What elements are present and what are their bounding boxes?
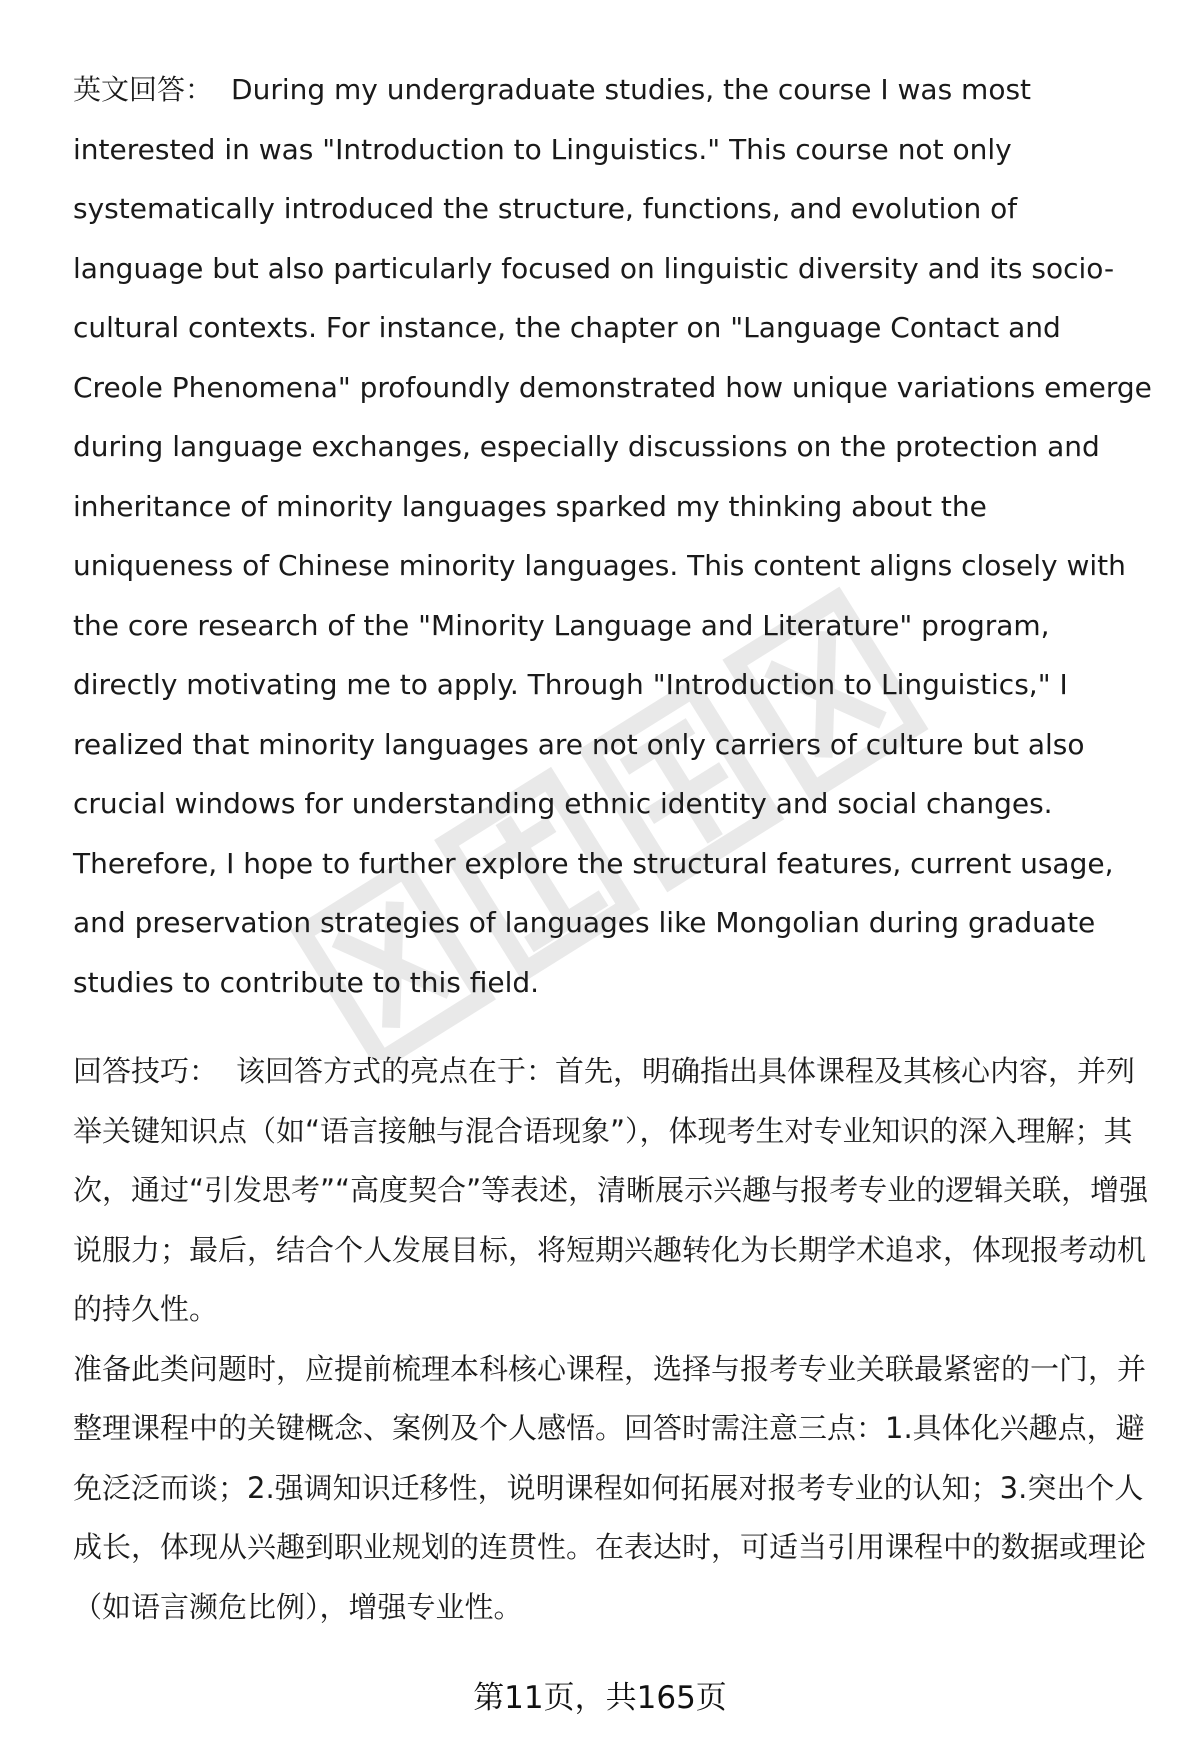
preparation-advice-text: 准备此类问题时，应提前梳理本科核心课程，选择与报考专业关联最紧密的一门，并整理课程中的关键概念、案例及个人感悟。回答时需注意三点：1.具体化兴趣点，避免泛泛而谈；2.强调知识迁移性，说明课程如何拓展对报考专业的认知；3.突出个人成长，体现从兴趣到职业规划的连贯性。在表达时，可适当引用课程中的数据或理论（如语言濒危比例），增强专业性。 bbox=[73, 1351, 1147, 1624]
answer-tips-paragraph bbox=[73, 1042, 1153, 1340]
preparation-advice-paragraph bbox=[73, 1340, 1153, 1638]
answer-tips-text: 该回答方式的亮点在于：首先，明确指出具体课程及其核心内容，并列举关键知识点（如“语言接触与混合语现象”），体现考生对专业知识的深入理解；其次，通过“引发思考”“高度契合”等表述，清晰展示兴趣与报考专业的逻辑关联，增强说服力；最后，结合个人发展目标，将短期兴趣转化为长期学术追求，体现报考动机的持久性。 bbox=[73, 1054, 1149, 1326]
section-spacer bbox=[73, 1012, 1153, 1042]
english-answer-paragraph bbox=[73, 60, 1153, 1012]
main-content bbox=[73, 60, 1153, 1637]
page-number-footer: 第11页，共165页 bbox=[473, 1680, 727, 1716]
english-answer-text: During my undergraduate studies, the course I was most interested in was "Introduction to Linguistics." This course not only systematically introduced the structure, functions, and evolution of language but also particularly focused on linguistic diversity and its socio-cultural contexts. For instance, the chapter on "Language Contact and Creole Phenomena" profoundly demonstrated how unique variations emerge during language exchanges, especially discussions on the protection and inheritance of minority languages sparked my thinking about the uniqueness of Chinese minority languages. This content aligns closely with the core research of the "Minority Language and Literature" program, directly motivating me to apply. Through "Introduction to Linguistics," I realized that minority languages are not only carriers of culture but also crucial windows for understanding ethnic identity and social changes. Therefore, I hope to further explore the structural features, current usage, and preservation strategies of languages like Mongolian during graduate studies to contribute to this field. bbox=[73, 73, 1152, 999]
answer-tips-label: 回答技巧： bbox=[73, 1054, 219, 1088]
english-answer-label: 英文回答： bbox=[73, 73, 214, 106]
